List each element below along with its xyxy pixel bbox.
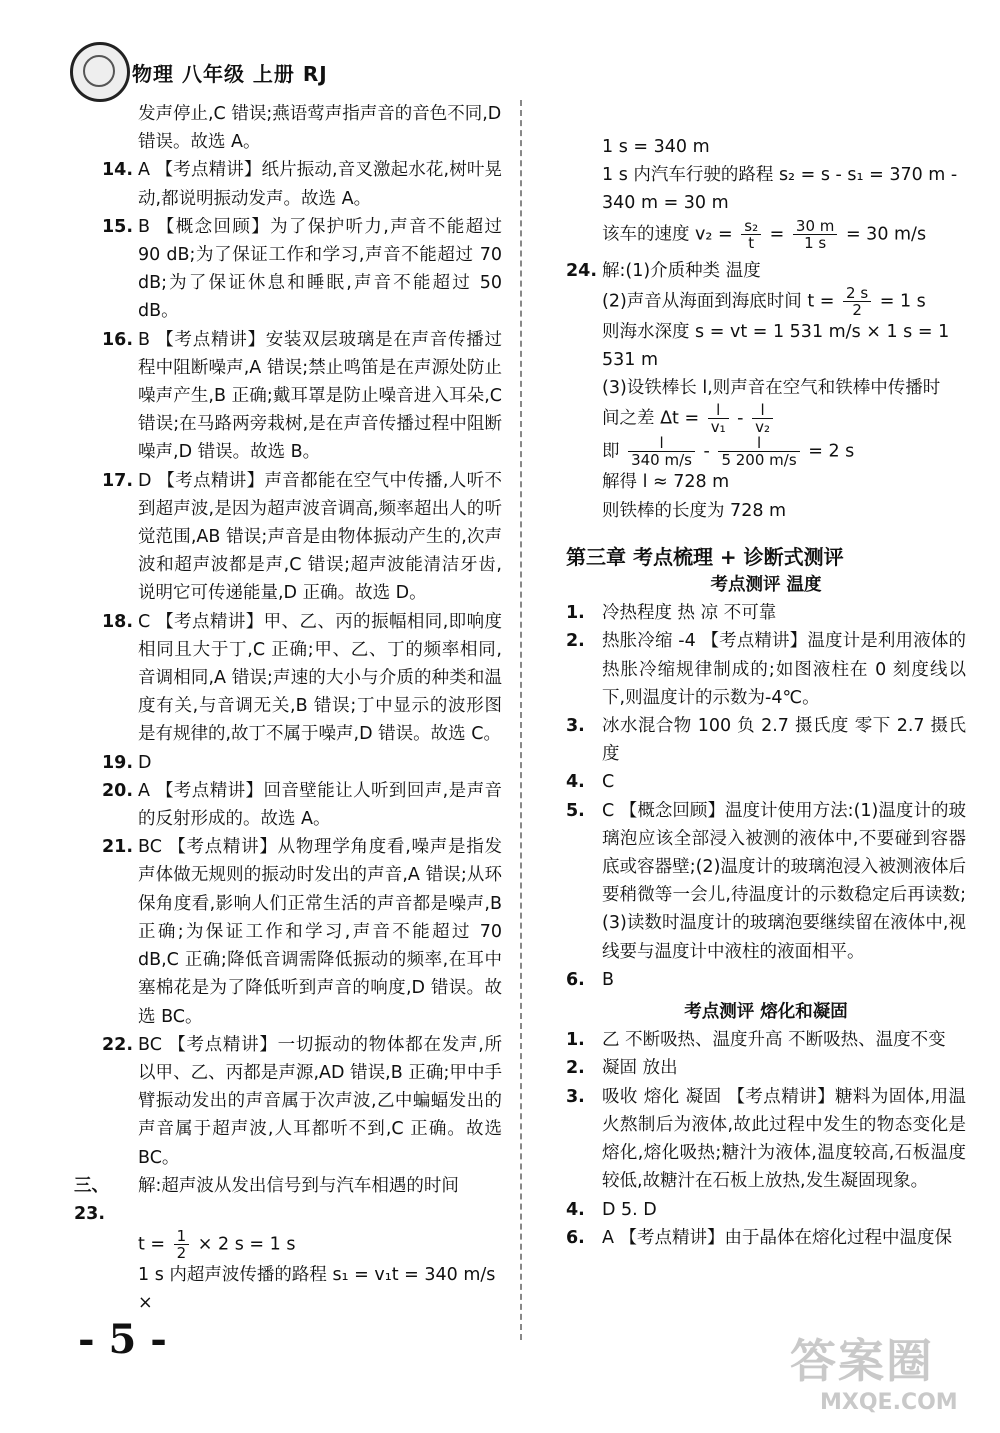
item-text: B 【考点精讲】安装双层玻璃是在声音传播过程中阻断噪声,A 错误;禁止鸣笛是在声源处防止噪声产生,B 正确;戴耳罩是防止噪音进入耳朵,C 错误;在马路两旁栽树,是在声音传播过程中阻断噪声,D 错误。故选 B。 — [138, 329, 502, 463]
section-heading: 考点测评 熔化和凝固 — [684, 1002, 848, 1023]
fraction: $\frac{30 m}{1 s}$ — [793, 218, 837, 251]
item-text: 凝固 放出 — [602, 1058, 678, 1079]
item-text: 冰水混合物 100 负 2.7 摄氏度 零下 2.7 摄氏度 — [602, 716, 966, 765]
item-number: 4. — [566, 1199, 585, 1220]
fraction: $\frac{1}{2}$ — [174, 1228, 190, 1261]
formula-t: t = $\frac{1}{2}$ × 2 s = 1 s — [138, 1227, 296, 1263]
item-number: 6. — [566, 969, 585, 990]
line: 则铁棒的长度为 728 m — [602, 500, 787, 521]
item-text: B 【概念回顾】为了保护听力,声音不能超过 90 dB;为了保证工作和学习,声音不能超过 70 dB;为了保证休息和睡眠,声音不能超过 50 dB。 — [138, 216, 502, 322]
item-number: 17. — [102, 470, 134, 491]
item-text: C 【考点精讲】甲、乙、丙的振幅相同,即响度相同且大于丁,C 正确;甲、乙、丁的频率相同,音调相同,A 错误;声速的大小与介质的种类和温度有关,与音调无关,B 错误;丁中显示的波形图是有规律的,故丁不属于噪声,D 错误。故选 C。 — [138, 611, 502, 745]
item-number: 21. — [102, 837, 134, 858]
fraction: $\frac{l}{\text{v₂}}$ — [752, 402, 773, 435]
line: 1 s 内汽车行驶的路程 s₂ = s - s₁ = 370 m - — [602, 165, 958, 186]
line: (3)设铁棒长 l,则声音在空气和铁棒中传播时 — [602, 378, 941, 399]
item-number: 5. — [566, 800, 585, 821]
item-text: BC 【考点精讲】一切振动的物体都在发声,所以甲、乙、丙都是声源,AD 错误,B 正确;甲中手臂振动发出的声音属于次声波,乙中蝙蝠发出的声音属于超声波,人耳都听不到,C 正确。故选 BC。 — [138, 1034, 502, 1168]
item-text: D 5. D — [602, 1199, 657, 1220]
answer-item — [566, 712, 966, 768]
answer-item — [566, 1224, 966, 1252]
item-text: C — [602, 772, 615, 793]
answer-item — [102, 1031, 502, 1172]
line: 340 m = 30 m — [602, 193, 729, 214]
formula-equation: 即 $\frac{l}{340 m/s}$ - $\frac{l}{5 200 m/s}$ = 2 s — [602, 434, 855, 470]
answer-item — [566, 797, 966, 966]
answer-item — [566, 768, 966, 796]
answer-item — [102, 833, 502, 1030]
item-text: D — [138, 752, 152, 773]
item-number: 3. — [566, 716, 585, 737]
section-heading: 考点测评 温度 — [710, 575, 822, 596]
answer-item — [102, 467, 502, 608]
answer-24 — [566, 257, 966, 285]
answer-item — [566, 1054, 966, 1082]
chapter-heading: 第三章 考点梳理 + 诊断式测评 — [566, 544, 844, 569]
line: 则海水深度 s = vt = 1 531 m/s × 1 s = 1 531 m — [602, 321, 950, 371]
column-divider — [520, 100, 522, 1340]
item-number: 16. — [102, 329, 134, 350]
fraction: $\frac{l}{\text{v₁}}$ — [708, 402, 729, 435]
answer-item — [566, 627, 966, 712]
answer-item — [102, 608, 502, 749]
book-title: 物理 八年级 上册 RJ — [132, 62, 328, 86]
item-number: 2. — [566, 1058, 585, 1079]
item-number: 15. — [102, 216, 134, 237]
formula-t: (2)声音从海面到海底时间 t = $\frac{2 s}{2}$ = 1 s — [602, 283, 926, 319]
item-number: 三、23. — [74, 1175, 109, 1224]
item-number: 4. — [566, 772, 585, 793]
item-number: 24. — [566, 260, 598, 281]
item-text: A 【考点精讲】回音壁能让人听到回声,是声音的反射形成的。故选 A。 — [138, 780, 502, 830]
line: 解得 l ≈ 728 m — [602, 472, 730, 493]
item-number: 20. — [102, 780, 134, 801]
answer-item — [102, 213, 502, 326]
item-text: B — [602, 969, 615, 990]
fraction: $\frac{2 s}{2}$ — [843, 285, 871, 318]
answer-13-continued: 发声停止,C 错误;燕语莺声指声音的音色不同,D 错误。故选 A。 — [138, 104, 502, 153]
answer-item — [102, 749, 502, 777]
item-text: 冷热程度 热 凉 不可靠 — [602, 603, 777, 624]
page-header — [70, 42, 950, 102]
item-text: C 【概念回顾】温度计使用方法:(1)温度计的玻璃泡应该全部浸入被测的液体中,不要碰到容器底或容器壁;(2)温度计的玻璃泡浸入被测液体后要稍微等一会儿,待温度计的示数稳定后再读数;(3)读数时温度计的玻璃泡要继续留在液体中,视线要与温度计中液柱的液面相平。 — [602, 800, 966, 962]
answer-item — [566, 1196, 966, 1224]
item-text: D 【考点精讲】声音都能在空气中传播,人听不到超声波,是因为超声波音调高,频率超出人的听觉范围,AB 错误;声音是由物体振动产生的,次声波和超声波都是声,C 错误;超声波能清洁牙齿,说明它可传递能量,D 正确。故选 D。 — [138, 470, 502, 604]
item-text: 吸收 熔化 凝固 【考点精讲】糖料为固体,用温火熬制后为液体,故此过程中发生的物态变化是熔化,熔化吸热;糖汁为液体,温度较高,石板温度较低,故糖汁在石板上放热,发生凝固现象。 — [602, 1086, 966, 1192]
item-text: 乙 不断吸热、温度升高 不断吸热、温度不变 — [602, 1030, 946, 1051]
answer-23 — [74, 1172, 502, 1228]
answer-item — [566, 599, 966, 627]
item-text: 热胀冷缩 -4 【考点精讲】温度计是利用液体的热胀冷缩规律制成的;如图液柱在 0 刻度线以下,则温度计的示数为-4℃。 — [602, 631, 966, 708]
item-number: 22. — [102, 1034, 134, 1055]
item-number: 1. — [566, 1030, 585, 1051]
answer-item — [102, 156, 502, 212]
watermark: 答案圈 — [790, 1334, 934, 1388]
item-number: 2. — [566, 631, 585, 652]
item-text: 解:(1)介质种类 温度 — [602, 260, 761, 281]
answer-item — [566, 1026, 966, 1054]
item-text: A 【考点精讲】纸片振动,音叉激起水花,树叶晃动,都说明振动发声。故选 A。 — [138, 160, 502, 209]
item-number: 18. — [102, 611, 134, 632]
item-text: 解:超声波从发出信号到与汽车相遇的时间 — [138, 1175, 459, 1196]
answer-item — [102, 777, 502, 833]
item-number: 3. — [566, 1086, 585, 1107]
answer-item — [566, 966, 966, 994]
formula-v2: 该车的速度 v₂ = $\frac{\text{s₂}}{t}$ = $\frac{30 m}{1 s}$ = 30 m/s — [602, 216, 927, 252]
line: 1 s = 340 m — [602, 137, 710, 157]
watermark-url: MXQE.COM — [820, 1390, 958, 1415]
item-number: 14. — [102, 160, 134, 181]
right-column — [566, 133, 966, 1252]
answer-item — [102, 326, 502, 467]
fraction: $\frac{\text{s₂}}{t}$ — [741, 218, 761, 251]
fraction: $\frac{l}{5 200 m/s}$ — [718, 435, 799, 468]
item-text: BC 【考点精讲】从物理学角度看,噪声是指发声体做无规则的振动时发出的声音,A 错误;从环保角度看,影响人们正常生活的声音都是噪声,B 正确;为保证工作和学习,声音不能超过 70 dB,C 正确;降低音调需降低振动的频率,在耳中塞棉花是为了降低听到声音的响度,D 错误。故选 BC。 — [138, 837, 502, 1027]
formula-dt: 间之差 Δt = $\frac{l}{\text{v₁}}$ - $\frac{l}{\text{v₂}}$ — [566, 402, 966, 435]
answer-item — [566, 1083, 966, 1196]
left-column — [74, 100, 502, 1318]
formula-s1: 1 s 内超声波传播的路程 s₁ = v₁t = 340 m/s × — [138, 1265, 496, 1314]
item-number: 6. — [566, 1227, 585, 1248]
item-text: A 【考点精讲】由于晶体在熔化过程中温度保 — [602, 1227, 953, 1248]
publisher-logo-icon — [70, 42, 130, 102]
fraction: $\frac{l}{340 m/s}$ — [628, 435, 695, 468]
page-number: - 5 - — [78, 1316, 167, 1363]
item-number: 1. — [566, 603, 585, 624]
item-number: 19. — [102, 752, 134, 773]
